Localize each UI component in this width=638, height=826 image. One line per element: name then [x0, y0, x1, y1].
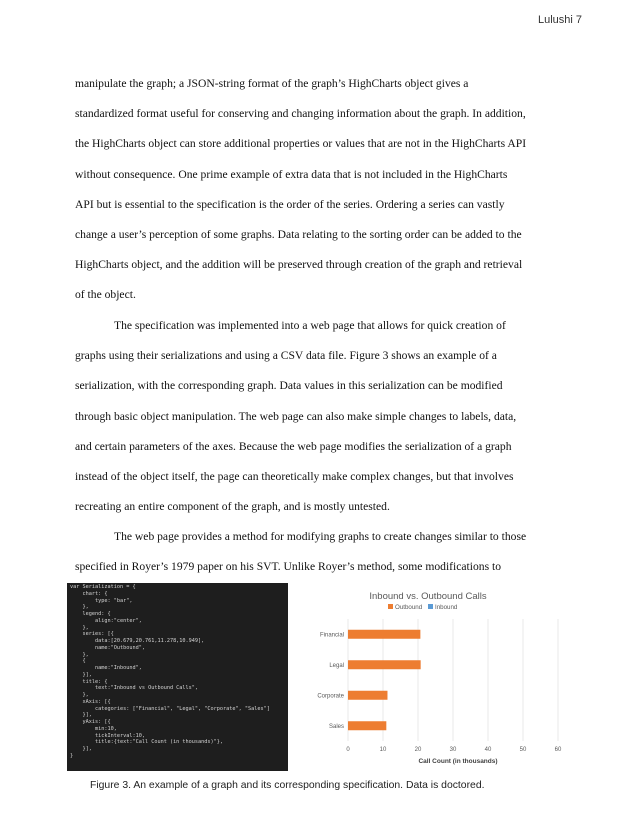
paragraph1-line: without consequence. One prime example of extra data that is not included in the HighCharts [75, 167, 508, 181]
paragraph2-line: through basic object manipulation. The web page can also make simple changes to labels, data, [75, 409, 517, 423]
tick-label: 50 [519, 747, 527, 753]
figure-caption: Figure 3. An example of a graph and its corresponding specification. Data is doctored. [90, 780, 485, 791]
code-line: } [70, 752, 74, 759]
tick-label: 0 [346, 747, 350, 753]
paragraph1-line: standardized format useful for conserving and changing information about the graph. In addition, [75, 107, 526, 121]
bar-outbound [348, 721, 386, 730]
tick-label: 60 [554, 747, 562, 753]
serialization-code-block [67, 583, 288, 771]
paragraph1-line: of the object. [75, 288, 136, 302]
paragraph2-line: serialization, with the corresponding graph. Data values in this serialization can be modified [75, 379, 503, 393]
code-line: series: [{ [70, 631, 114, 638]
code-line: }, [70, 604, 89, 611]
bar-chart [288, 583, 567, 771]
code-line: chart: { [70, 590, 108, 597]
code-line: min:10, [70, 725, 117, 732]
paragraph3-line: The web page provides a method for modifying graphs to create changes similar to those [114, 530, 527, 543]
bar-outbound [348, 630, 420, 639]
category-label: Corporate [317, 693, 344, 700]
code-line: legend: { [70, 611, 111, 617]
tick-label: 30 [449, 747, 457, 753]
code-line: name:"Inbound", [70, 665, 142, 671]
paragraph2-line: and certain parameters of the axes. Because the web page modifies the serialization of a graph [75, 439, 512, 453]
category-label: Financial [319, 632, 344, 639]
legend-label: Inbound [435, 604, 458, 611]
tick-label: 10 [379, 747, 387, 753]
code-line: yAxis: [{ [70, 719, 111, 725]
bar-outbound [348, 691, 387, 700]
figure-3 [67, 583, 567, 771]
tick-labels [346, 747, 562, 753]
paragraph1-line: change a user’s perception of some graphs. Data relating to the sorting order can be added to the [75, 228, 522, 242]
paragraph3-line: specified in Royer’s 1979 paper on his SVT. Unlike Royer’s method, some modifications to [75, 560, 502, 574]
category-label: Legal [329, 662, 344, 669]
x-axis-title: Call Count (in thousands) [418, 758, 498, 765]
chart-bars [348, 630, 421, 731]
paragraph2-line: graphs using their serializations and using a CSV data file. Figure 3 shows an example of a [75, 349, 497, 363]
paragraph-3 [75, 522, 575, 582]
code-line: data:[20.679,20.761,11.278,10.949], [70, 638, 205, 644]
code-line: name:"Outbound", [70, 644, 145, 651]
legend-swatch [428, 604, 433, 609]
code-line: text:"Inbound vs Outbound Calls", [70, 685, 199, 692]
paragraph2-line: instead of the object itself, the page can theoretically make complex changes, but that involves [75, 470, 514, 484]
paragraph-2 [75, 311, 575, 522]
category-label: Sales [328, 723, 344, 730]
paragraph2-line: recreating an entire component of the graph, and is mostly untested. [75, 500, 390, 514]
code-line: var Serialization = { [70, 584, 136, 590]
code-line: align:"center", [70, 617, 142, 624]
chart-legend [388, 604, 458, 611]
code-line: type: "bar", [70, 597, 133, 604]
paragraph-1 [75, 69, 575, 311]
code-line: { [70, 658, 86, 665]
tick-label: 40 [484, 747, 492, 753]
code-line: xAxis: [{ [70, 698, 111, 705]
code-line: }], [70, 671, 92, 678]
bar-outbound [348, 660, 421, 669]
code-line: categories: ["Financial", "Legal", "Corporate", "Sales"] [70, 705, 270, 712]
code-line: tickInterval:10, [70, 732, 145, 739]
code-line: title: { [70, 678, 108, 685]
category-labels [317, 632, 344, 730]
legend-label: Outbound [395, 604, 423, 611]
code-line: }], [70, 712, 92, 719]
paragraph2-line: The specification was implemented into a web page that allows for quick creation of [114, 319, 506, 332]
code-line: }, [70, 651, 89, 658]
paragraph1-line: API but is essential to the specification is the order of the series. Ordering a series can vastly [75, 197, 505, 211]
chart-title: Inbound vs. Outbound Calls [369, 591, 487, 602]
paragraph1-line: HighCharts object, and the addition will be preserved through creation of the graph and retrieval [75, 258, 523, 272]
paragraph1-line: manipulate the graph; a JSON-string format of the graph’s HighCharts object gives a [75, 77, 469, 90]
legend-swatch [388, 604, 393, 609]
code-line: }, [70, 692, 89, 698]
paragraph1-line: the HighCharts object can store additional properties or values that are not in the HighCharts API [75, 137, 527, 151]
code-line: }, [70, 624, 89, 631]
running-head: Lulushi 7 [537, 14, 582, 26]
bar-chart-panel [288, 583, 567, 771]
tick-label: 20 [414, 747, 422, 753]
code-line: title:{text:"Call Count (in thousands)"}, [70, 739, 224, 746]
code-line: }], [70, 746, 92, 752]
